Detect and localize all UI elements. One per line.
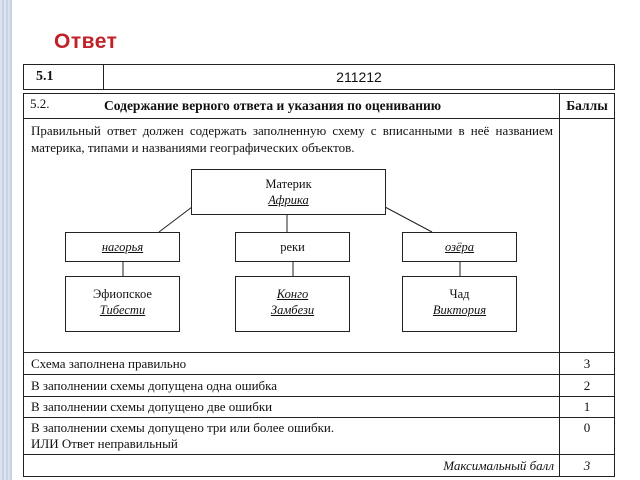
criterion-score: 2 bbox=[583, 378, 591, 393]
question-5-2-table bbox=[23, 93, 615, 477]
example-item: Эфиопское bbox=[93, 287, 152, 301]
category-box-lakes: озёра bbox=[402, 232, 517, 262]
examples-box-rivers bbox=[235, 276, 350, 332]
category-box-highlands: нагорья bbox=[65, 232, 180, 262]
criterion-score: 1 bbox=[583, 399, 591, 414]
root-label: Материк bbox=[265, 177, 312, 191]
row-divider bbox=[24, 396, 614, 397]
criterion-text: В заполнении схемы допущено три или более ошибки. bbox=[31, 420, 335, 435]
root-value: Африка bbox=[268, 193, 309, 207]
question-5-2-number: 5.2. bbox=[30, 96, 50, 111]
criteria-header: Содержание верного ответа и указания по оцениванию bbox=[104, 98, 442, 113]
example-item: Конго bbox=[276, 287, 309, 301]
score-header: Баллы bbox=[566, 98, 608, 113]
criterion-score: 0 bbox=[583, 420, 591, 435]
criterion-text: В заполнении схемы допущена одна ошибка bbox=[31, 378, 278, 393]
max-score-label: Максимальный балл bbox=[443, 458, 554, 473]
answer-title: Ответ bbox=[54, 30, 118, 53]
example-item: Тибести bbox=[99, 303, 146, 317]
diagram-root-box bbox=[191, 169, 386, 215]
criterion-text-alt: ИЛИ Ответ неправильный bbox=[31, 436, 178, 451]
question-5-1-row bbox=[23, 64, 615, 90]
example-item: Замбези bbox=[270, 303, 315, 317]
left-decor-strip bbox=[0, 0, 12, 480]
criterion-text: В заполнении схемы допущено две ошибки bbox=[31, 399, 273, 414]
examples-box-lakes bbox=[402, 276, 517, 332]
row-divider bbox=[24, 374, 614, 375]
score-column-divider bbox=[559, 94, 560, 476]
example-item: Виктория bbox=[432, 303, 487, 317]
examples-box-highlands bbox=[65, 276, 180, 332]
row-divider bbox=[24, 352, 614, 353]
instruction-text: Правильный ответ должен содержать заполненную схему с вписанными в неё названием материка, типами и названиями географических объектов. bbox=[31, 123, 553, 155]
max-score-value: 3 bbox=[583, 458, 591, 473]
example-item: Чад bbox=[449, 287, 470, 301]
question-5-1-answer: 211212 bbox=[336, 69, 382, 85]
criterion-text: Схема заполнена правильно bbox=[31, 356, 187, 371]
question-5-1-number: 5.1 bbox=[24, 65, 104, 89]
criterion-score: 3 bbox=[583, 356, 591, 371]
row-divider bbox=[24, 454, 614, 455]
row-divider bbox=[24, 417, 614, 418]
category-box-rivers: реки bbox=[235, 232, 350, 262]
